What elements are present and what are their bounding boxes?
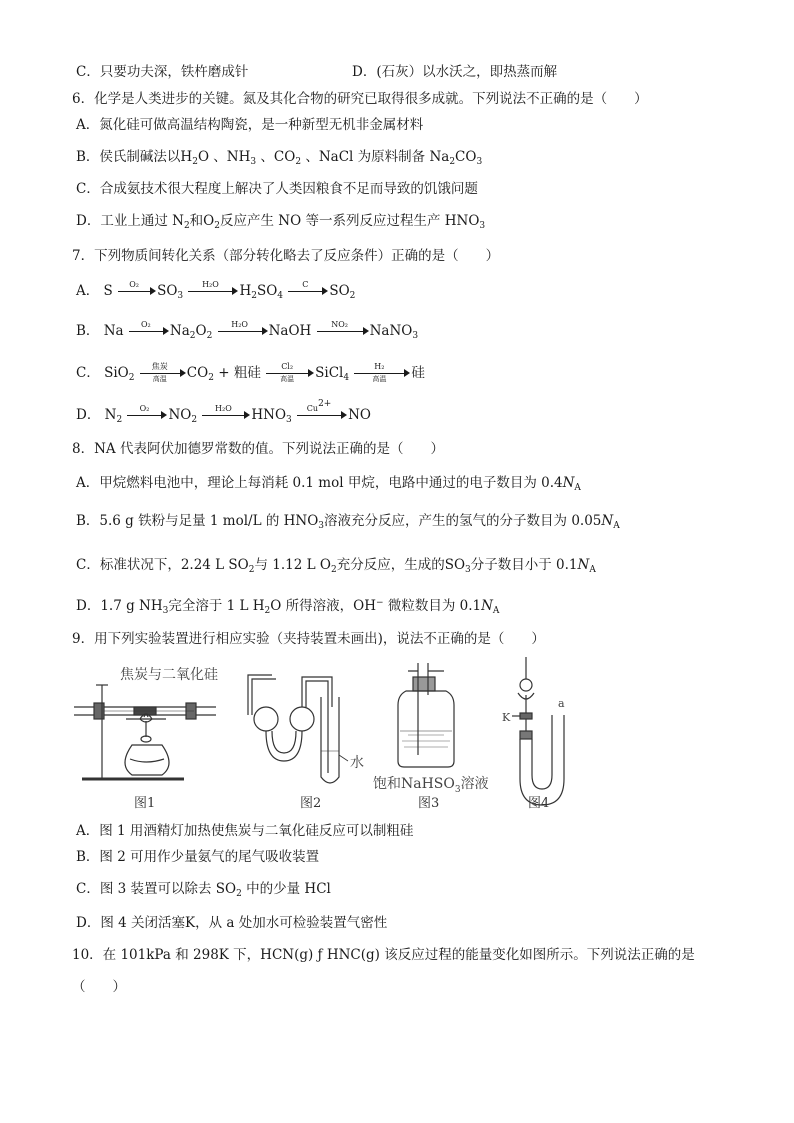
q7-option-c: C． SiO$_2$ 焦炭 高温 $CO_2$ + 粗硅 Cl₂ 高温 SiCl$_4$ H₂ 高温 硅: [76, 362, 425, 383]
q8-stem: 8．NA 代表阿伏加德罗常数的值。下列说法正确的是（ ）: [72, 441, 444, 457]
reaction-arrow: $Cu^{2+}$: [297, 406, 347, 424]
reaction-arrow: H₂O: [202, 406, 250, 424]
reaction-arrow: NO₂: [317, 322, 369, 340]
figure-4-apparatus: [512, 657, 564, 805]
q8-option-b: B．5.6 g 铁粉与足量 1 mol/L 的 $HNO_3$溶液充分反应，产生的氢气的分子数目为 $0.05N_A$: [76, 513, 620, 531]
q10-stem: 10．在 101kPa 和 298K 下，HCN(g) ƒ HNC(g) 该反应过程的能量变化如图所示。下列说法正确的是: [72, 947, 695, 963]
figure-2-label: 水: [350, 755, 364, 771]
reaction-arrow: H₂O: [218, 322, 268, 340]
q7-option-a: A． S O₂ $SO_3$ H₂O $H_2SO_4$ C $SO_2$: [76, 280, 356, 301]
q7-option-d: D． $N_2$ O₂ $NO_2$ H₂O $HNO_3$ $Cu^{2+}$ NO: [76, 399, 371, 425]
reaction-arrow: C: [288, 282, 328, 300]
figure-4-label-k: K: [502, 711, 511, 724]
q9-option-c: C．图 3 装置可以除去 $SO_2$ 中的少量 HCl: [76, 881, 331, 899]
figure-1-apparatus: [74, 685, 216, 779]
q5-option-d: D．(石灰）以水沃之，即热蒸而解: [352, 64, 558, 80]
q9-stem: 9．用下列实验装置进行相应实验（夹持装置未画出)，说法不正确的是（ ）: [72, 631, 545, 647]
reaction-arrow: H₂O: [188, 282, 238, 300]
reaction-arrow: O₂: [118, 282, 156, 300]
reaction-arrow: H₂ 高温: [354, 364, 410, 382]
q6-stem: 6．化学是人类进步的关键。氮及其化合物的研究已取得很多成就。下列说法不正确的是（ ）: [72, 91, 648, 107]
figure-2-caption: 图2: [300, 796, 322, 811]
figure-4-label-a: a: [558, 697, 565, 710]
q8-option-d: D．1.7 g $NH_3$完全溶于 1 L $H_2O$ 所得溶液，OH− 微粒数目为 $0.1N_A$: [76, 598, 500, 616]
figure-3-caption: 图3: [418, 796, 440, 811]
q6-option-d: D．工业上通过 $N_2$和$O_2$反应产生 NO 等一系列反应过程生产 $HNO_3$: [76, 213, 486, 231]
figure-1-label: 焦炭与二氧化硅: [120, 667, 218, 683]
q9-option-b: B．图 2 可用作少量氨气的尾气吸收装置: [76, 849, 320, 865]
q7-stem: 7．下列物质间转化关系（部分转化略去了反应条件）正确的是（ ）: [72, 248, 500, 264]
q9-option-a: A．图 1 用酒精灯加热使焦炭与二氧化硅反应可以制粗硅: [76, 823, 414, 839]
q6-option-a: A．氮化硅可做高温结构陶瓷，是一种新型无机非金属材料: [76, 117, 424, 133]
apparatus-figures: [66, 655, 586, 815]
q8-option-c: C．标准状况下，2.24 L $SO_2$与 1.12 L $O_2$充分反应，生成的$SO_3$分子数目小于 $0.1N_A$: [76, 557, 596, 575]
q8-option-a: A．甲烷燃料电池中，理论上每消耗 0.1 mol 甲烷，电路中通过的电子数目为 $0.4N_A$: [76, 475, 581, 493]
figure-3-label: 饱和NaHSO$_3$溶液: [373, 776, 489, 795]
q5-option-c: C．只要功夫深，铁杵磨成针: [76, 64, 249, 80]
q9-option-d: D．图 4 关闭活塞K，从 a 处加水可检验装置气密性: [76, 915, 388, 931]
figure-2-apparatus: [248, 675, 348, 783]
figure-4-caption: 图4: [528, 796, 550, 811]
reaction-arrow: 焦炭 高温: [140, 364, 186, 382]
reaction-arrow: O₂: [129, 322, 169, 340]
q7-option-b: B． Na O₂ $Na_2O_2$ H₂O NaOH NO₂ NaNO$_3$: [76, 320, 419, 341]
q10-stem-bracket: （ ）: [72, 979, 126, 995]
q6-option-b: B．侯氏制碱法以$H_2O$ 、$NH_3$ 、$CO_2$ 、NaCl 为原料制备 $Na_2CO_3$: [76, 149, 483, 167]
figure-3-apparatus: [398, 663, 454, 767]
q6-option-c: C．合成氨技术很大程度上解决了人类因粮食不足而导致的饥饿问题: [76, 181, 478, 197]
reaction-arrow: Cl₂ 高温: [266, 364, 314, 382]
figure-1-caption: 图1: [134, 796, 156, 811]
reaction-arrow: O₂: [127, 406, 167, 424]
